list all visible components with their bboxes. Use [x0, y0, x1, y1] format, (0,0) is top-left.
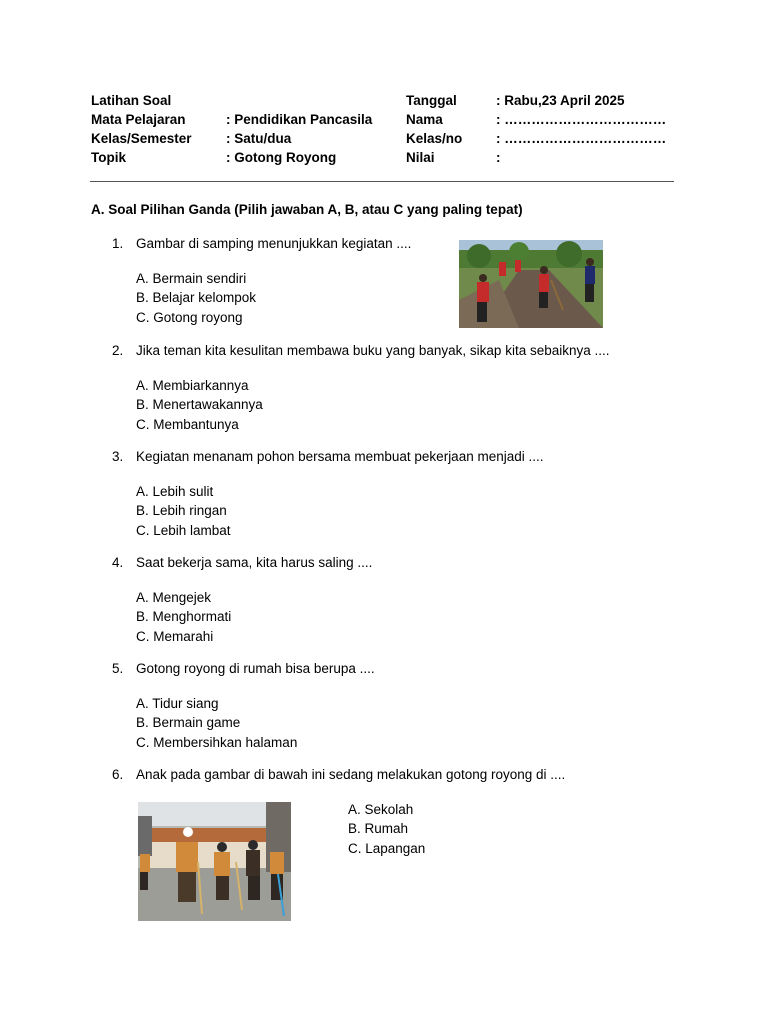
question-text: Jika teman kita kesulitan membawa buku yang banyak, sikap kita sebaiknya .... [136, 343, 610, 358]
question-2 [112, 343, 610, 358]
question-number: 2. [112, 343, 124, 358]
question-text: Kegiatan menanam pohon bersama membuat pekerjaan menjadi .... [136, 449, 544, 464]
option-c[interactable]: C. Gotong royong [136, 309, 243, 325]
question-6 [112, 767, 565, 782]
question-4-options [136, 588, 231, 646]
road-cleanup-photo [459, 240, 603, 328]
header-label-tanggal: Tanggal [406, 93, 457, 108]
option-b[interactable]: B. Bermain game [136, 715, 241, 731]
question-1 [112, 236, 411, 251]
header-label-latihan-soal: Latihan Soal [91, 93, 172, 108]
question-text: Saat bekerja sama, kita harus saling .... [136, 555, 373, 570]
question-text: Gotong royong di rumah bisa berupa .... [136, 661, 375, 676]
schoolyard-sweeping-photo [138, 802, 291, 921]
option-b[interactable]: B. Lebih ringan [136, 503, 227, 519]
question-4 [112, 555, 372, 570]
header-label-nama: Nama [406, 112, 443, 127]
header-value-kelas-no: : ……………………………… [496, 131, 667, 146]
header-divider [90, 181, 674, 182]
question-3-options [136, 482, 231, 540]
question-1-options [136, 269, 256, 327]
question-2-options [136, 376, 263, 434]
header-label-topik: Topik [91, 150, 126, 165]
question-number: 5. [112, 661, 124, 676]
header-label-nilai: Nilai [406, 150, 435, 165]
header-value-topik: : Gotong Royong [226, 150, 337, 165]
option-c[interactable]: C. Memarahi [136, 628, 214, 644]
question-text: Gambar di samping menunjukkan kegiatan .... [136, 236, 412, 251]
option-a[interactable]: A. Lebih sulit [136, 484, 214, 499]
header-value-kelas-semester: : Satu/dua [226, 131, 292, 146]
option-b[interactable]: B. Belajar kelompok [136, 290, 257, 306]
question-text: Anak pada gambar di bawah ini sedang melakukan gotong royong di .... [136, 767, 566, 782]
header-value-nilai: : [496, 150, 501, 165]
option-a[interactable]: A. Mengejek [136, 590, 212, 605]
option-c[interactable]: C. Membersihkan halaman [136, 734, 298, 750]
option-c[interactable]: C. Membantunya [136, 416, 239, 432]
header-value-tanggal: : Rabu,23 April 2025 [496, 93, 625, 108]
option-a[interactable]: A. Bermain sendiri [136, 271, 247, 286]
question-number: 1. [112, 236, 124, 251]
header-value-mata-pelajaran: : Pendidikan Pancasila [226, 112, 373, 127]
option-a[interactable]: A. Membiarkannya [136, 378, 249, 393]
section-title: A. Soal Pilihan Ganda (Pilih jawaban A, B, atau C yang paling tepat) [91, 202, 523, 217]
header-value-nama: : ……………………………… [496, 112, 667, 127]
question-5 [112, 661, 375, 676]
option-a[interactable]: A. Sekolah [348, 802, 414, 817]
question-5-options [136, 694, 297, 752]
question-number: 4. [112, 555, 124, 570]
option-c[interactable]: C. Lapangan [348, 840, 426, 856]
option-b[interactable]: B. Rumah [348, 821, 409, 837]
question-number: 6. [112, 767, 124, 782]
question-6-options [348, 800, 425, 858]
question-number: 3. [112, 449, 124, 464]
header-label-kelas-no: Kelas/no [406, 131, 463, 146]
option-b[interactable]: B. Menertawakannya [136, 397, 263, 413]
header-label-kelas-semester: Kelas/Semester [91, 131, 192, 146]
option-c[interactable]: C. Lebih lambat [136, 522, 231, 538]
option-b[interactable]: B. Menghormati [136, 609, 232, 625]
question-3 [112, 449, 544, 464]
header-label-mata-pelajaran: Mata Pelajaran [91, 112, 186, 127]
option-a[interactable]: A. Tidur siang [136, 696, 219, 711]
